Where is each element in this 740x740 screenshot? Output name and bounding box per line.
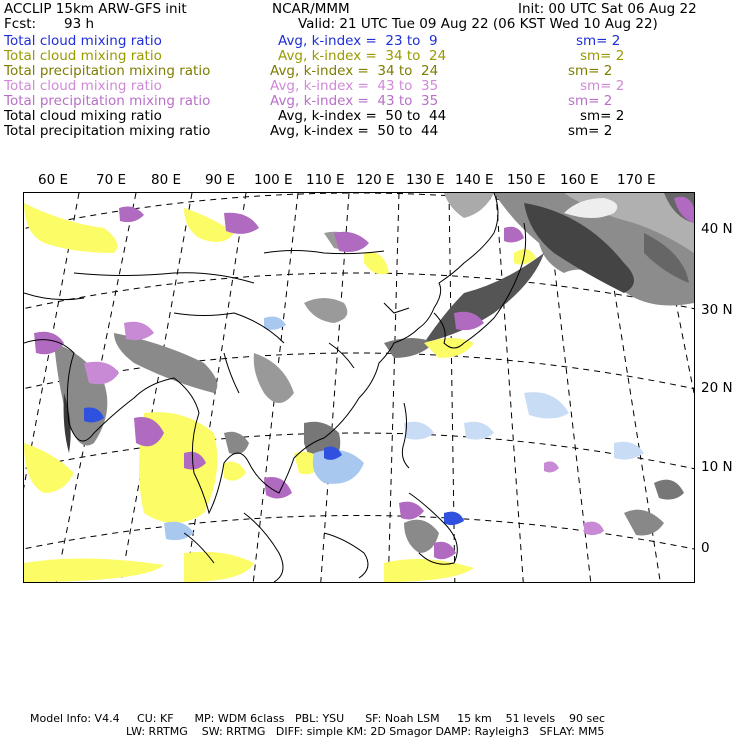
lat-label: 0 <box>701 540 710 556</box>
organization: NCAR/MMM <box>272 1 350 17</box>
lon-label: 80 E <box>151 172 181 188</box>
lon-label: 140 E <box>455 172 494 188</box>
forecast-label: Fcst: <box>4 16 37 32</box>
model-info-line-1: Model Info: V4.4 CU: KF MP: WDM 6class PBL: YSU SF: Noah LSM 15 km 51 levels 90 sec <box>30 712 606 725</box>
legend-smoothing: sm= 2 <box>568 63 613 79</box>
legend-variable: Total cloud mixing ratio <box>4 48 162 64</box>
lon-label: 130 E <box>406 172 445 188</box>
legend-avg-range: Avg, k-index = 43 to 35 <box>270 93 439 109</box>
lon-label: 170 E <box>617 172 656 188</box>
legend-avg-range: Avg, k-index = 23 to 9 <box>278 33 438 49</box>
legend-variable: Total precipitation mixing ratio <box>4 93 211 109</box>
lon-label: 70 E <box>96 172 126 188</box>
valid-time: Valid: 21 UTC Tue 09 Aug 22 (06 KST Wed 10 Aug 22) <box>298 16 658 32</box>
model-info-line-2: LW: RRTMG SW: RRTMG DIFF: simple KM: 2D Smagor DAMP: Rayleigh3 SFLAY: MM5 <box>126 725 605 738</box>
legend-variable: Total precipitation mixing ratio <box>4 63 211 79</box>
lat-label: 40 N <box>701 221 733 237</box>
legend-avg-range: Avg, k-index = 34 to 24 <box>270 63 439 79</box>
lat-label: 20 N <box>701 380 733 396</box>
legend-smoothing: sm= 2 <box>580 48 625 64</box>
legend-avg-range: Avg, k-index = 50 to 44 <box>278 108 447 124</box>
lon-label: 90 E <box>205 172 235 188</box>
legend-avg-range: Avg, k-index = 43 to 35 <box>270 78 439 94</box>
legend-smoothing: sm= 2 <box>580 108 625 124</box>
lon-label: 60 E <box>38 172 68 188</box>
lon-label: 110 E <box>306 172 345 188</box>
legend-smoothing: sm= 2 <box>580 78 625 94</box>
legend-variable: Total precipitation mixing ratio <box>4 123 211 139</box>
lon-label: 120 E <box>356 172 395 188</box>
legend-variable: Total cloud mixing ratio <box>4 78 162 94</box>
lon-label: 100 E <box>254 172 293 188</box>
legend-variable: Total cloud mixing ratio <box>4 33 162 49</box>
legend-variable: Total cloud mixing ratio <box>4 108 162 124</box>
lat-label: 30 N <box>701 302 733 318</box>
legend-avg-range: Avg, k-index = 34 to 24 <box>278 48 447 64</box>
init-time: Init: 00 UTC Sat 06 Aug 22 <box>518 1 697 17</box>
forecast-hours: 93 h <box>64 16 95 32</box>
legend-smoothing: sm= 2 <box>568 93 613 109</box>
map-panel <box>23 192 695 583</box>
map-canvas <box>24 193 694 582</box>
lon-label: 150 E <box>507 172 546 188</box>
legend-smoothing: sm= 2 <box>576 33 621 49</box>
model-title: ACCLIP 15km ARW-GFS init <box>4 1 187 17</box>
lon-label: 160 E <box>560 172 599 188</box>
legend-avg-range: Avg, k-index = 50 to 44 <box>270 123 439 139</box>
lat-label: 10 N <box>701 459 733 475</box>
legend-smoothing: sm= 2 <box>568 123 613 139</box>
